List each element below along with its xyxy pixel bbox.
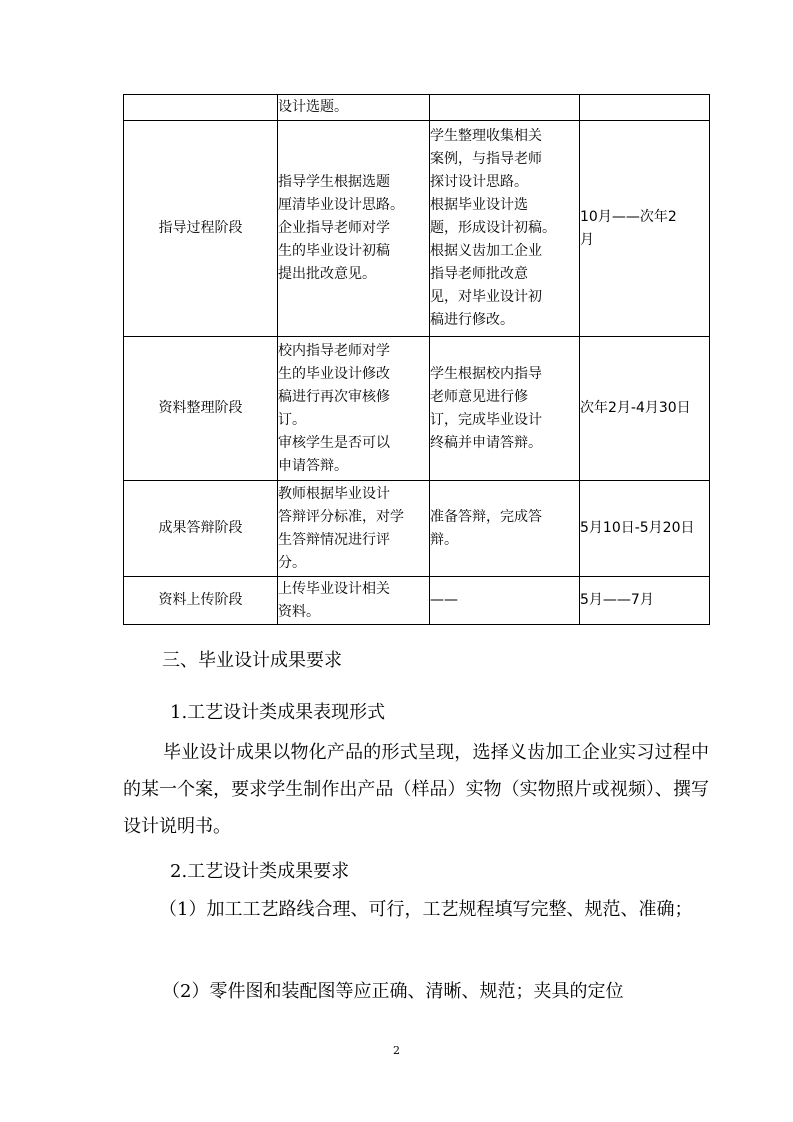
table-row	[124, 481, 710, 577]
table-row	[124, 121, 710, 337]
time-cell	[580, 95, 710, 121]
guide-cell: 设计选题。	[278, 95, 430, 121]
table-row	[124, 95, 710, 121]
stage-cell: 成果答辩阶段	[124, 481, 278, 577]
section-heading: 三、毕业设计成果要求	[162, 650, 342, 671]
time-cell: 10月——次年2 月	[580, 121, 710, 337]
student-cell	[430, 95, 580, 121]
stage-cell	[124, 95, 278, 121]
list-item-1: （1）加工工艺路线合理、可行，工艺规程填写完整、规范、准确；	[159, 899, 693, 920]
student-cell: 准备答辩，完成答 辩。	[430, 481, 580, 577]
student-cell: 学生根据校内指导 老师意见进行修 订，完成毕业设计 终稿并申请答辩。	[430, 337, 580, 481]
student-cell: ——	[430, 577, 580, 625]
schedule-table	[123, 94, 710, 625]
guide-cell: 指导学生根据选题 厘清毕业设计思路。 企业指导老师对学 生的毕业设计初稿 提出批改意见。	[278, 121, 430, 337]
list-item-2: （2）零件图和装配图等应正确、清晰、规范；夹具的定位	[162, 981, 624, 1002]
student-cell: 学生整理收集相关 案例，与指导老师 探讨设计思路。 根据毕业设计选 题，形成设计初稿。 根据义齿加工企业 指导老师批改意 见，对毕业设计初 稿进行修改。	[430, 121, 580, 337]
table-row	[124, 577, 710, 625]
time-cell: 次年2月-4月30日	[580, 337, 710, 481]
paragraph-1: 毕业设计成果以物化产品的形式呈现，选择义齿加工企业实习过程中的某一个案，要求学生制作出产品（样品）实物（实物照片或视频）、撰写设计说明书。	[123, 742, 709, 837]
guide-cell: 教师根据毕业设计 答辩评分标准，对学 生答辩情况进行评 分。	[278, 481, 430, 577]
table-row	[124, 337, 710, 481]
stage-cell: 资料整理阶段	[124, 337, 278, 481]
guide-cell: 上传毕业设计相关 资料。	[278, 577, 430, 625]
time-cell: 5月10日-5月20日	[580, 481, 710, 577]
subheading-2: 2.工艺设计类成果要求	[170, 861, 350, 882]
guide-cell: 校内指导老师对学 生的毕业设计修改 稿进行再次审核修 订。 审核学生是否可以 申请答辩。	[278, 337, 430, 481]
subheading-1: 1.工艺设计类成果表现形式	[170, 702, 386, 723]
stage-cell: 资料上传阶段	[124, 577, 278, 625]
page-number: 2	[393, 1044, 400, 1057]
stage-cell: 指导过程阶段	[124, 121, 278, 337]
time-cell: 5月——7月	[580, 577, 710, 625]
